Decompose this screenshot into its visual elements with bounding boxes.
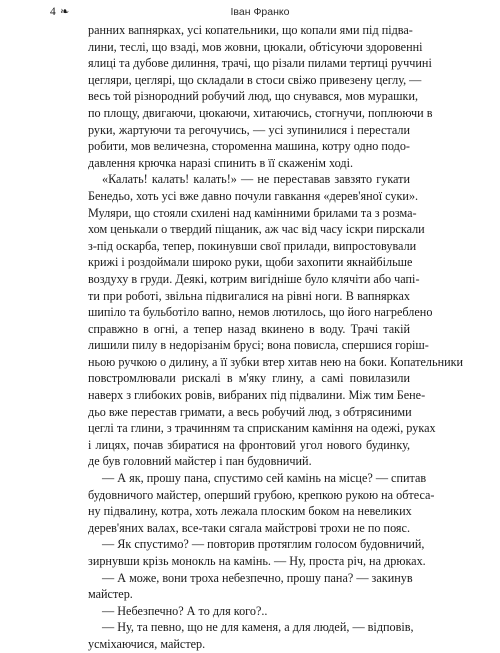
- text-line: — А як, прошу пана, спустимо сей камінь на місце? — спитав: [102, 471, 427, 486]
- text-line: — Ну, та певно, що не для каменя, а для людей, — відповів,: [102, 620, 414, 635]
- text-line: ти при роботі, звільна підвигалися на рівні ноги. В вапнярках: [88, 288, 410, 303]
- text-line: крижі і роздоймали широко руки, щоби захопити якнайбільше: [88, 255, 413, 270]
- text-line: руки, жартуючи та регочучись, — усі зупинилися і перестали: [88, 122, 410, 137]
- text-line: повстромлювали рискалі в м'яку глину, а самі повилазили: [88, 371, 410, 386]
- text-line: робити, мов величезна, стороменна машина, котру одно подо-: [88, 139, 410, 154]
- text-line: Муляри, що стояли схилені над камінними брилами та з розма-: [88, 205, 417, 220]
- text-line: де був головний майстер і пан будовничий.: [88, 454, 312, 469]
- ornament-icon: ❧: [60, 6, 70, 18]
- text-line: будовничого майстер, оперший грубою, крепкою рукою на обтеса-: [88, 487, 435, 502]
- text-line: зирнувши крізь монокль на камінь. — Ну, проста річ, на дрюках.: [88, 554, 426, 568]
- text-line: — А може, вони троха небезпечно, прошу пана? — закинув: [102, 570, 413, 585]
- body-text: [88, 22, 464, 653]
- text-line: справжно в огні, а тепер назад вкинено в воду. Трачі такій: [88, 321, 410, 336]
- page-number: 4: [50, 6, 56, 18]
- text-line: весь той різнородний робучий люд, що снувався, мов мурашки,: [88, 89, 419, 104]
- text-line: давлення крючка наразі спинить в її скаженім ході.: [88, 155, 353, 170]
- text-line: ранних вапнярках, усі копательники, що копали ями під підва-: [88, 23, 413, 37]
- text-line: лини, теслі, що взаді, мов жовни, цюкали, обтісуючи здоровенні: [88, 39, 423, 54]
- text-line: цеглі та глини, з трачинням та сприсканим каміння на одежі, руках: [88, 421, 436, 436]
- text-line: з-під оскарба, тепер, покинувши свої прилади, випростовували: [88, 238, 417, 253]
- text-line: ньою ручкою о дилину, а її зубки втер хитав нею на боки. Копательники: [88, 354, 464, 369]
- text-line: і лицях, почав збиратися на фронтовий угол нового будинку,: [88, 437, 410, 452]
- running-title: Іван Франко: [230, 6, 290, 18]
- text-line: цегляри, цеглярі, що складали в стоси свіжо привезену цеглу, —: [88, 72, 422, 87]
- text-line: по площу, двигаючи, цюкаючи, хитаючись, стогнучи, поплюючи в: [88, 105, 433, 120]
- text-line: дерев'яних валах, все-таки сягала майстрові трохи не по пояс.: [88, 520, 410, 535]
- text-line: — Небезпечно? А то для кого?..: [102, 603, 268, 618]
- text-line: шипіло та бульботіло вапно, немов лютилось, що його нагреблено: [88, 305, 433, 320]
- text-line: усміхаючися, майстер.: [88, 636, 206, 651]
- text-line: лишили пилу в недорізанім брусі; вона повисла, спершися горіш-: [88, 338, 429, 353]
- text-line: майстер.: [88, 587, 133, 602]
- text-line: хом ценькали о твердий піщаник, аж час від часу іскри пирскали: [88, 222, 425, 237]
- text-line: «Калать! калать! калать!» — не переставав завзято гукати: [102, 172, 410, 187]
- text-line: ялиці та дубове дилиння, трачі, що різали пилами тертиці руччині: [88, 56, 432, 71]
- page-header: [50, 4, 470, 20]
- text-line: дьо вже перестав гримати, а весь робучий люд, з обтрясиними: [88, 404, 412, 419]
- text-line: воздуху в груди. Деякі, котрим вигідніше було клячіти або чапі-: [88, 271, 420, 286]
- text-line: ну підвалину, котра, хоть лежала плоским боком на невеликих: [88, 504, 412, 519]
- text-line: наверх з глибоких ровів, вибраних під підвалини. Між тим Бене-: [88, 388, 426, 403]
- text-line: — Як спустимо? — повторив протяглим голосом будовничий,: [102, 537, 425, 552]
- text-line: Бенедьо, хоть усі вже давно почули гавкання «дерев'яної суки».: [88, 188, 419, 203]
